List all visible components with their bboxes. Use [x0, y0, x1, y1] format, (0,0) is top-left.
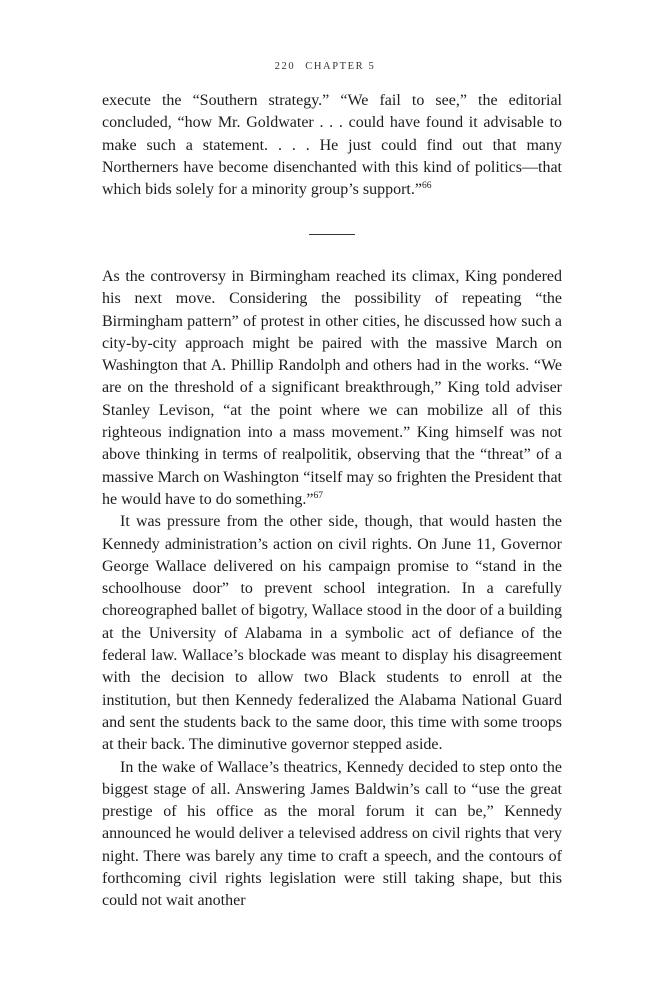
page-number: 220 — [274, 61, 296, 72]
text-block-top — [102, 90, 562, 201]
paragraph-3: It was pressure from the other side, though, that would hasten the Kennedy administration’s action on civil rights. On June 11, Governor George Wallace delivered on his campaign promise to “stand in the schoolhouse door” to prevent school integration. In a carefully choreographed ballet of bigotry, Wallace stood in the door of a building at the University of Alabama in a symbolic act of defiance of the federal law. Wallace’s blockade was meant to display his disagreement with the decision to allow two Black students to enroll at the institution, but then Kennedy federalized the Alabama National Guard and sent the students back to the same door, this time with some troops at their back. The diminutive governor stepped aside. — [102, 513, 562, 754]
paragraph-text: execute the “Southern strategy.” “We fail to see,” the editorial concluded, “how Mr. Goldwater . . . could have found it advisable to make such a statement. . . . He just could find out that many Northerners have become disenchanted with this kind of politics—that which bids solely for a minority group’s support.” — [102, 92, 562, 199]
text-block-main — [102, 266, 562, 913]
running-head — [0, 61, 650, 72]
paragraph-1 — [102, 90, 562, 201]
section-break-rule — [309, 234, 355, 235]
endnote-marker: 66 — [421, 181, 432, 192]
paragraph-2 — [102, 266, 562, 511]
chapter-label: CHAPTER 5 — [305, 61, 376, 72]
endnote-marker: 67 — [313, 490, 324, 501]
paragraph-text: As the controversy in Birmingham reached its climax, King pondered his next move. Considering the possibility of repeating “the Birmingham pattern” of protest in other cities, he discussed how such a city-by-city approach might be paired with the massive March on Washington that A. Phillip Randolph and others had in the works. “We are on the threshold of a significant breakthrough,” King told adviser Stanley Levison, “at the point where we can mobilize all of this righteous indignation into a mass movement.” King himself was not above thinking in terms of realpolitik, observing that the “threat” of a massive March on Washington “itself may so frighten the President that he would have to do something.” — [102, 268, 562, 508]
paragraph-4: In the wake of Wallace’s theatrics, Kennedy decided to step onto the biggest stage of all. Answering James Baldwin’s call to “use the great prestige of his office as the moral forum it can be,” Kennedy announced he would deliver a televised address on civil rights that very night. There was barely any time to craft a speech, and the contours of forthcoming civil rights legislation were still taking shape, but this could not wait another — [102, 758, 562, 910]
